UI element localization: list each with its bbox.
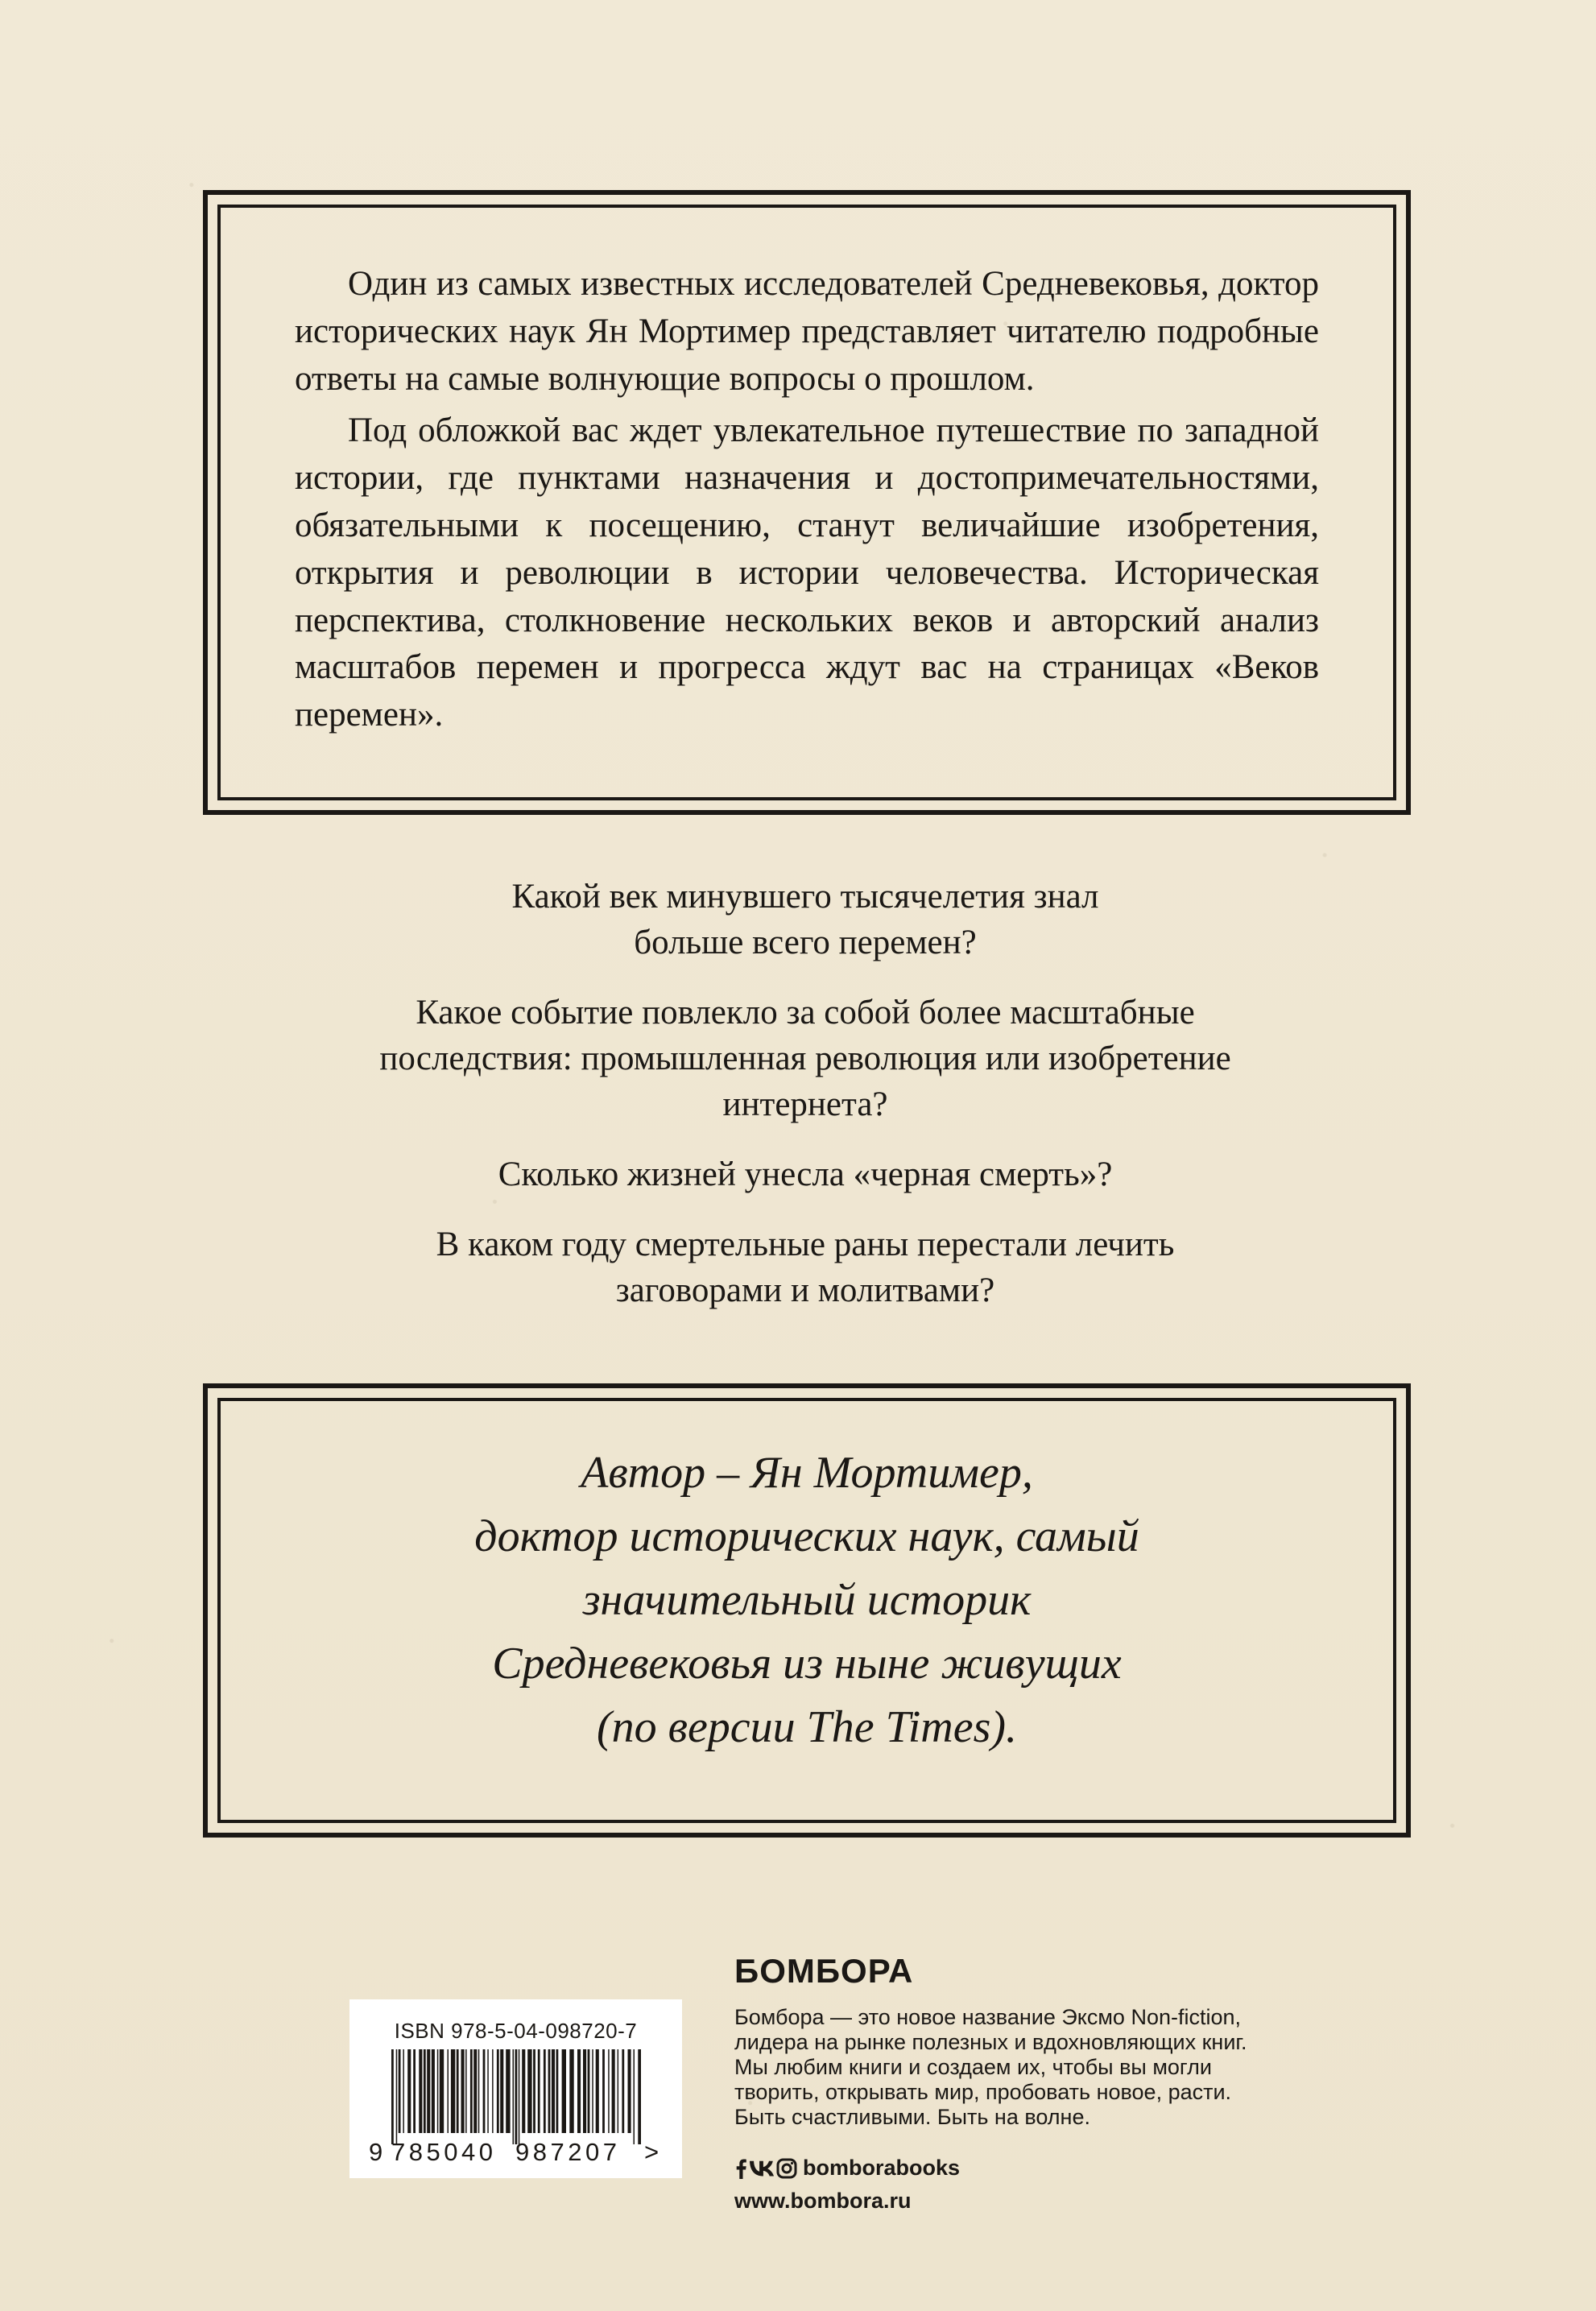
barcode-bar xyxy=(588,2049,590,2133)
instagram-icon[interactable] xyxy=(776,2158,797,2179)
barcode-bar xyxy=(622,2049,624,2133)
publisher-website[interactable]: www.bombora.ru xyxy=(734,2189,912,2213)
barcode-bar xyxy=(519,2049,520,2144)
barcode-bar xyxy=(413,2049,416,2133)
barcode-bar xyxy=(577,2049,581,2133)
author-note xyxy=(364,1441,1250,1759)
publisher-name: БОМБОРА xyxy=(734,1952,914,1990)
publisher-text-line-3: Мы любим книги и создаем их, чтобы вы могли xyxy=(734,2055,1213,2079)
barcode-bar xyxy=(483,2049,486,2133)
barcode-bar xyxy=(569,2049,573,2133)
author-frame-inner xyxy=(217,1398,1396,1823)
barcode-bar xyxy=(399,2049,401,2133)
barcode-bar xyxy=(487,2049,489,2133)
barcode-bar xyxy=(583,2049,586,2133)
barcode-box xyxy=(349,1999,682,2178)
barcode-bar xyxy=(544,2049,546,2133)
barcode-bar xyxy=(451,2049,455,2133)
barcode-bar xyxy=(461,2049,465,2133)
question-2-line-2: последствия: промышленная революция или изобретение xyxy=(379,1040,1231,1077)
barcode-bar xyxy=(419,2049,422,2133)
author-note-line-3: значительный историк xyxy=(582,1575,1032,1625)
barcode-bar xyxy=(500,2049,503,2133)
barcode-bar xyxy=(403,2049,404,2133)
barcode-bar xyxy=(612,2049,615,2133)
barcode-bar xyxy=(628,2049,631,2133)
author-note-line-1: Автор – Ян Мортимер, xyxy=(581,1448,1033,1498)
question-2-line-3: интернета? xyxy=(722,1085,888,1123)
barcode-bar xyxy=(391,2049,394,2144)
barcode-bar xyxy=(424,2049,426,2133)
barcode-bar xyxy=(497,2049,499,2133)
barcode-bar xyxy=(602,2049,605,2133)
barcode-bar xyxy=(638,2049,641,2144)
barcode-bar xyxy=(432,2049,435,2133)
author-note-line-4: Средневековья из ныне живущих xyxy=(492,1639,1122,1689)
barcode-bar xyxy=(634,2049,635,2144)
barcode-bar xyxy=(506,2049,510,2133)
question-3 xyxy=(242,1151,1369,1197)
publisher-text-line-2: лидера на рынке полезных и вдохновляющих книг. xyxy=(734,2030,1247,2054)
question-2-line-1: Какое событие повлекло за собой более масштабные xyxy=(416,994,1195,1031)
barcode-bar xyxy=(556,2049,559,2133)
question-3-line-1: Сколько жизней унесла «черная смерть»? xyxy=(498,1156,1113,1193)
publisher-text-line-5: Быть счастливыми. Быть на волне. xyxy=(734,2105,1090,2129)
question-4 xyxy=(242,1222,1369,1313)
barcode-bar xyxy=(470,2049,473,2133)
author-frame xyxy=(203,1383,1411,1838)
barcode-left-group: 785040 xyxy=(391,2138,497,2166)
barcode-bar xyxy=(515,2049,518,2144)
barcode-bar xyxy=(533,2049,535,2133)
facebook-icon[interactable] xyxy=(734,2158,747,2179)
description-frame-inner xyxy=(217,205,1396,800)
publisher-text-line-4: творить, открывать мир, пробовать новое, расти. xyxy=(734,2080,1232,2104)
publisher-text-line-1: Бомбора — это новое название Эксмо Non-fiction, xyxy=(734,2005,1242,2029)
barcode-bar xyxy=(522,2049,525,2133)
barcode-bar xyxy=(478,2049,480,2133)
barcode-bar xyxy=(465,2049,467,2133)
question-4-line-1: В каком году смертельные раны перестали лечить xyxy=(436,1226,1175,1263)
barcode-bar xyxy=(457,2049,459,2133)
barcode-bar xyxy=(473,2049,477,2133)
barcode-right-group: 987207 xyxy=(515,2138,621,2166)
barcode-bar xyxy=(562,2049,566,2133)
barcode-bar xyxy=(513,2049,515,2144)
description-frame xyxy=(203,190,1411,815)
barcode-bar xyxy=(407,2049,411,2133)
social-links xyxy=(734,2156,1379,2181)
isbn-label: ISBN 978-5-04-098720-7 xyxy=(394,2019,638,2043)
author-note-line-2: доктор исторических наук, самый xyxy=(474,1511,1139,1561)
questions-block xyxy=(242,874,1369,1337)
barcode-bar xyxy=(592,2049,593,2133)
barcode-bar xyxy=(440,2049,444,2133)
barcode-bar xyxy=(448,2049,449,2133)
publisher-block xyxy=(734,1947,1379,2214)
barcode-lead-digit: 9 xyxy=(369,2138,383,2166)
question-2 xyxy=(242,990,1369,1127)
author-note-line-5: (по версии The Times). xyxy=(596,1702,1018,1752)
barcode-bar xyxy=(396,2049,398,2144)
barcode-bar xyxy=(548,2049,551,2133)
question-1 xyxy=(242,874,1369,965)
description-paragraph-2: Под обложкой вас ждет увлекательное путешествие по западной истории, где пунктами назначения и достопримечательностями, обязательными к посещению, станут величайшие изобретения, открытия и революции в истории человечества. Историческая перспектива, столкновение нескольких веков и авторский анализ масштабов перемен и прогресса ждут вас на страницах «Веков перемен». xyxy=(295,411,1319,734)
barcode-bar xyxy=(527,2049,531,2133)
barcode-bar xyxy=(492,2049,494,2133)
barcode-bar xyxy=(427,2049,430,2133)
social-handle[interactable]: bomborabooks xyxy=(803,2156,961,2180)
question-4-line-2: заговорами и молитвами? xyxy=(615,1271,995,1309)
barcode-bar xyxy=(596,2049,599,2133)
question-1-line-1: Какой век минувшего тысячелетия знал xyxy=(511,878,1099,916)
barcode-bar xyxy=(437,2049,439,2133)
question-1-line-2: больше всего перемен? xyxy=(634,924,977,961)
vk-icon[interactable] xyxy=(750,2160,774,2177)
barcode-bar xyxy=(618,2049,619,2133)
barcode-bar xyxy=(538,2049,540,2133)
barcode-end-mark: > xyxy=(644,2138,659,2166)
barcode-bar xyxy=(552,2049,555,2133)
barcode-bar xyxy=(608,2049,610,2133)
description-paragraph-1: Один из самых известных исследователей Средневековья, доктор исторических наук Ян Мортимер представляет читателю подробные ответы на самые волнующие вопросы о прошлом. xyxy=(295,265,1319,398)
